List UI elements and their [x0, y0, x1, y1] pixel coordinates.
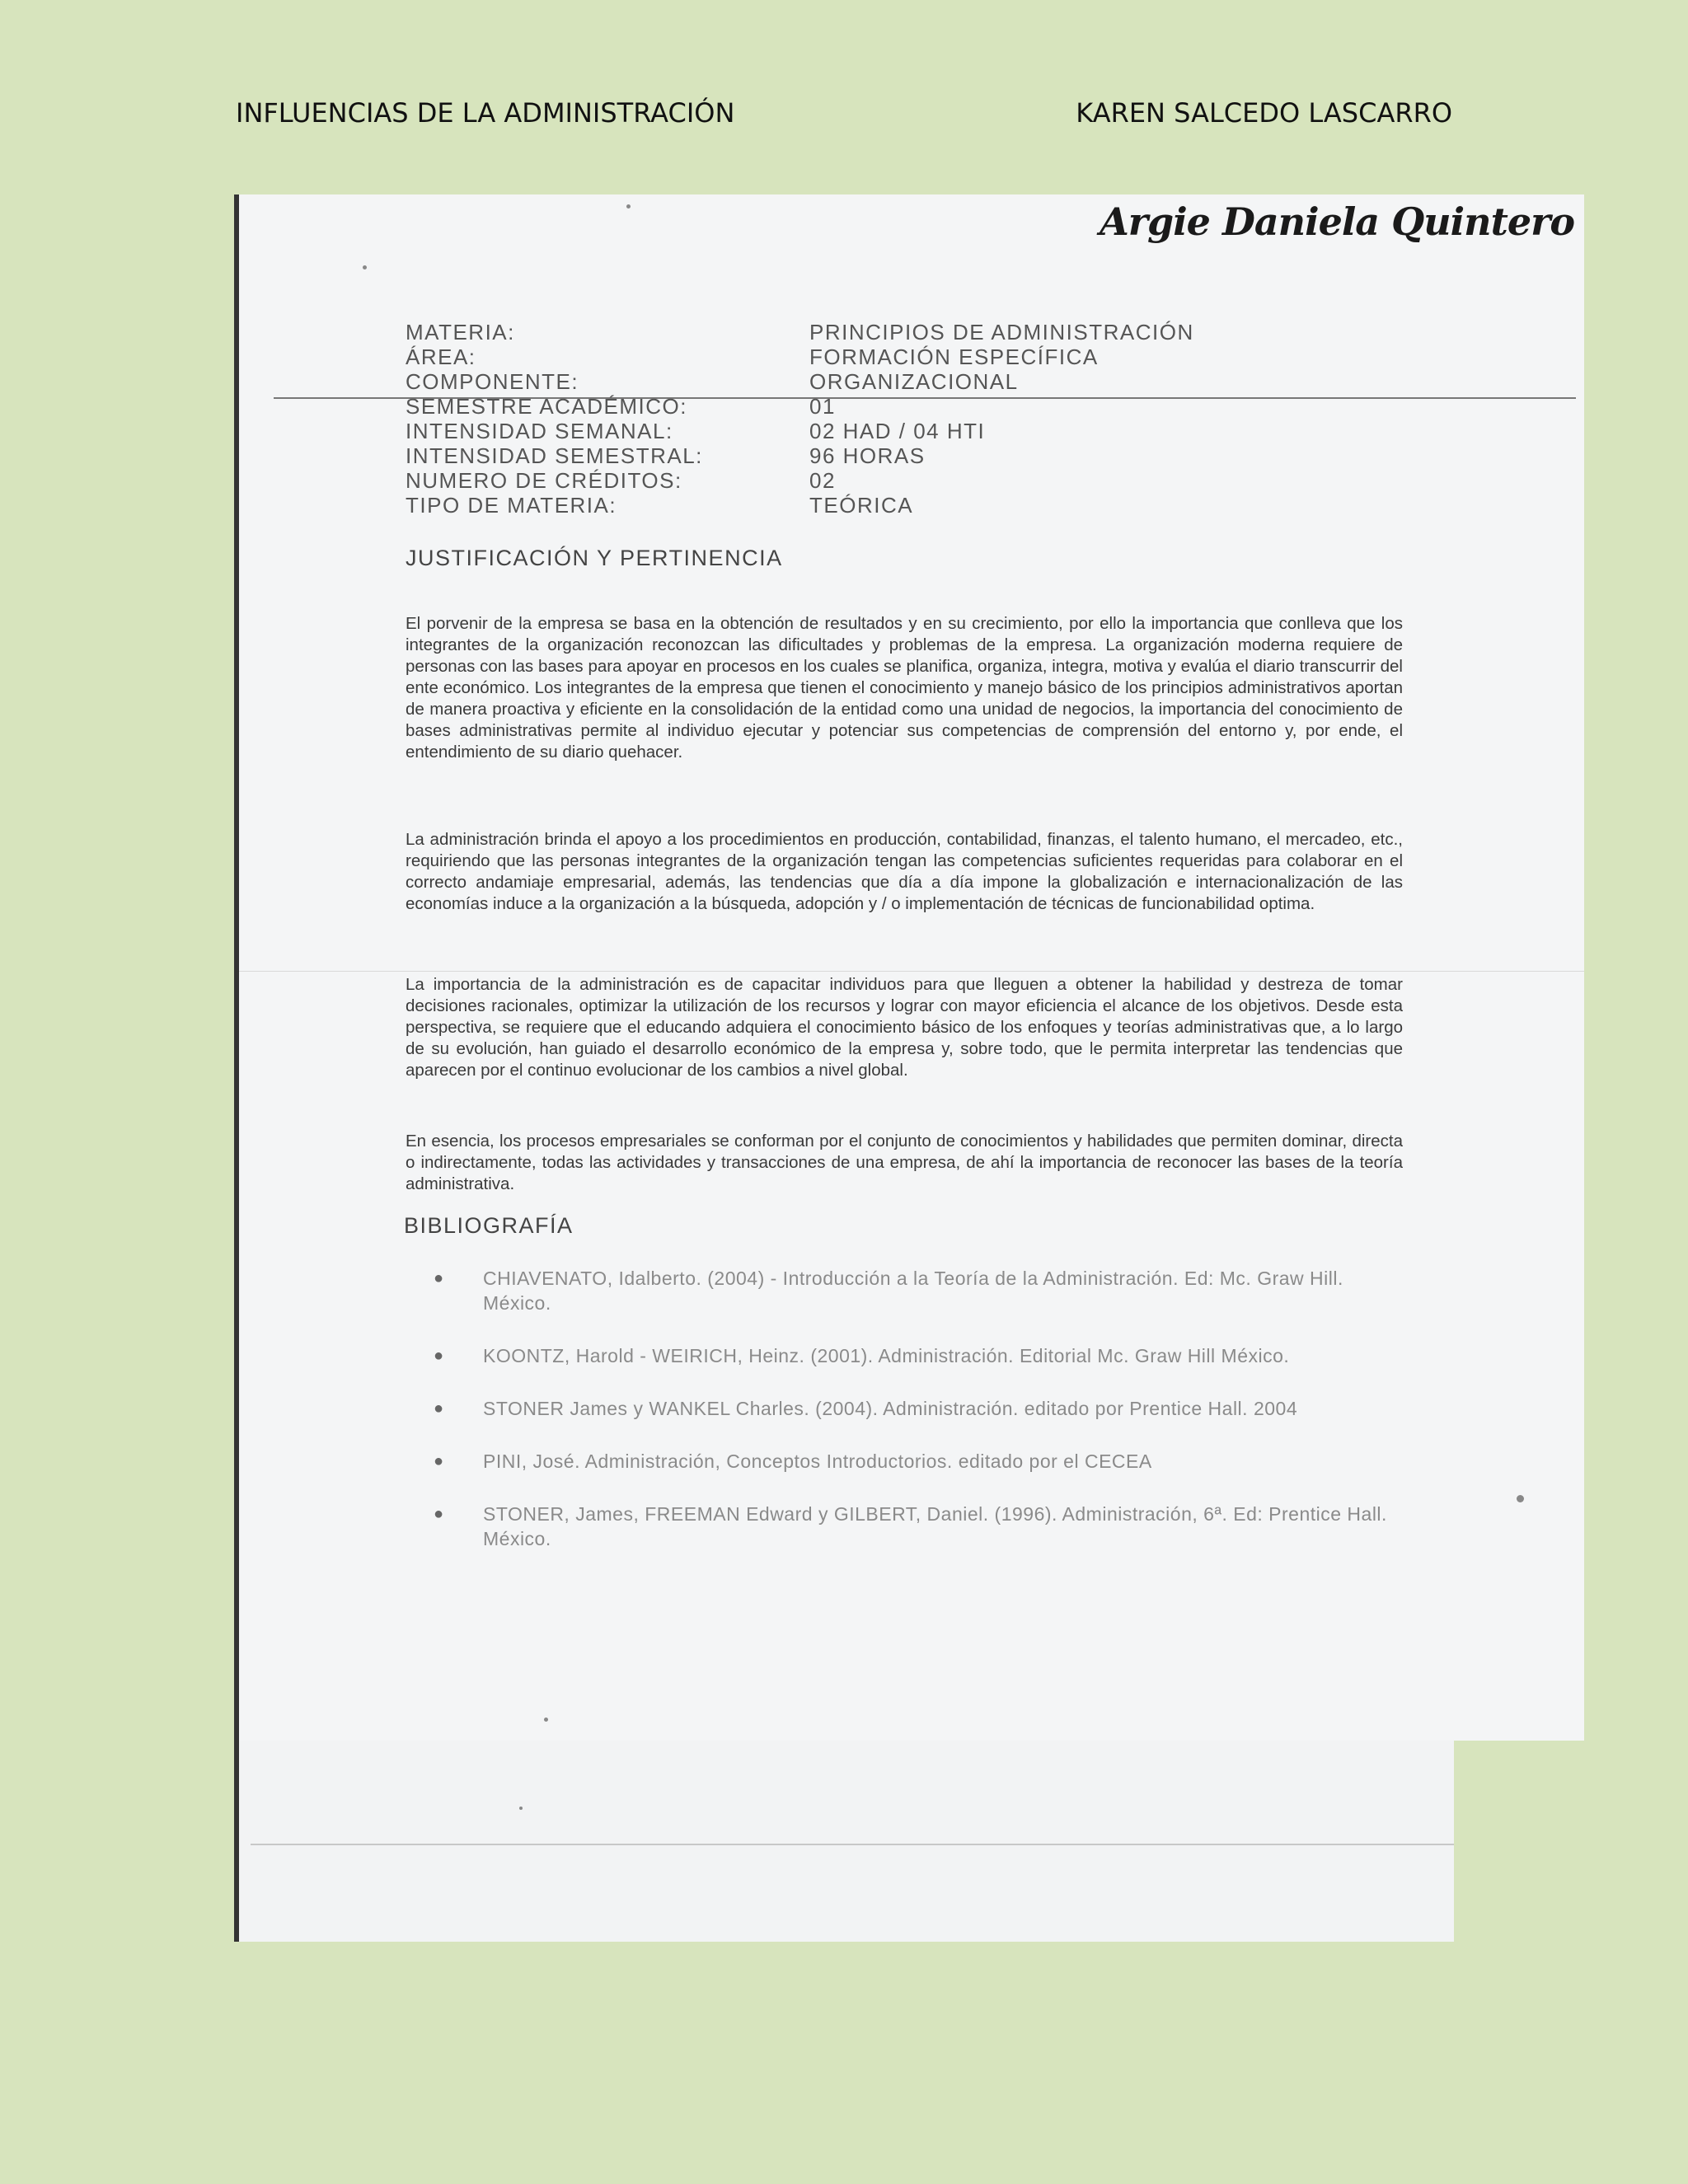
info-label: NUMERO DE CRÉDITOS: — [406, 468, 682, 493]
scan-speck — [363, 265, 367, 269]
bibliography-text: STONER James y WANKEL Charles. (2004). Administración. editado por Prentice Hall. 2004 — [483, 1398, 1298, 1419]
header-author: KAREN SALCEDO LASCARRO — [1076, 97, 1452, 129]
scan-speck — [626, 204, 631, 209]
info-label: ÁREA: — [406, 344, 476, 369]
info-value: ORGANIZACIONAL — [809, 369, 1019, 394]
info-label: MATERIA: — [406, 320, 515, 344]
scan-speck — [1517, 1495, 1524, 1502]
info-row — [406, 320, 1194, 344]
bibliography-item — [434, 1502, 1390, 1551]
paragraph: La administración brinda el apoyo a los procedimientos en producción, contabilidad, finanzas, el talento humano, el mercadeo, etc., requiriendo que las personas integrantes de la organización tengan las competencias suficientes requeridas para colaborar en el correcto andamiaje empresarial, además, las tendencias que día a día impone la globalización e internacionalización de las economías induce a la organización a la búsqueda, adopción y / o implementación de técnicas de funcionabilidad optima. — [406, 830, 1403, 913]
info-row — [406, 344, 1194, 369]
info-row — [406, 419, 1194, 443]
bibliography-text: STONER, James, FREEMAN Edward y GILBERT, Daniel. (1996). Administración, 6ª. Ed: Prentice Hall. México. — [483, 1503, 1387, 1549]
bibliography-text: PINI, José. Administración, Conceptos Introductorios. editado por el CECEA — [483, 1451, 1152, 1472]
scanned-document — [234, 194, 1584, 1741]
info-value: PRINCIPIOS DE ADMINISTRACIÓN — [809, 320, 1194, 344]
info-row — [406, 493, 1194, 518]
info-row — [406, 394, 1194, 419]
info-value: TEÓRICA — [809, 493, 914, 518]
section-title: JUSTIFICACIÓN Y PERTINENCIA — [406, 546, 783, 570]
bibliography-item — [434, 1343, 1390, 1368]
bibliography-text: CHIAVENATO, Idalberto. (2004) - Introducción a la Teoría de la Administración. Ed: Mc. Graw Hill. México. — [483, 1268, 1343, 1314]
info-value: 02 HAD / 04 HTI — [809, 419, 986, 443]
info-value: 01 — [809, 394, 836, 419]
bullet-icon: ● — [434, 1399, 444, 1418]
bullet-icon: ● — [434, 1269, 444, 1287]
info-row — [406, 468, 1194, 493]
info-row — [406, 369, 1194, 394]
paragraph: La importancia de la administración es de capacitar individuos para que lleguen a obtener la habilidad y destreza de tomar decisiones racionales, optimizar la utilización de los recursos y lograr con mayor eficiencia el alcance de los objetivos. Desde esta perspectiva, se requiere que el educando adquiera el conocimiento básico de los enfoques y teorías administrativas que, a lo largo de su evolución, han guiado el desarrollo económico de la empresa y, sobre todo, que le permita interpretar las tendencias que aparecen por el continuo evolucionar de los cambios a nivel global. — [406, 975, 1403, 1080]
bibliography-item — [434, 1396, 1390, 1421]
info-row — [406, 443, 1194, 468]
info-label: INTENSIDAD SEMANAL: — [406, 419, 673, 443]
info-value: 02 — [809, 468, 836, 493]
info-label: TIPO DE MATERIA: — [406, 493, 617, 518]
info-label: COMPONENTE: — [406, 369, 579, 394]
scan-speck — [544, 1718, 548, 1722]
paragraph: El porvenir de la empresa se basa en la obtención de resultados y en su crecimiento, por ello la importancia que conlleva que los integrantes de la organización reconozcan las dificultades y problemas de la empresa. La organización moderna requiere de personas con las bases para apoyar en procesos en los cuales se planifica, organiza, integra, motiva y evalúa el diario transcurrir del ente económico. Los integrantes de la empresa que tienen el conocimiento y manejo básico de los principios administrativos aportan de manera proactiva y eficiente en la consolidación de la entidad como una unidad de negocios, la importancia del conocimiento de bases administrativas permite al individuo ejecutar y potenciar sus competencias de comprensión del entorno y, por ende, el entendimiento de su diario quehacer. — [406, 614, 1403, 762]
bullet-icon: ● — [434, 1452, 444, 1470]
paper-fold — [251, 1844, 1454, 1845]
page-header — [236, 97, 1452, 129]
bibliography-item — [434, 1449, 1390, 1474]
header-title: INFLUENCIAS DE LA ADMINISTRACIÓN — [236, 97, 735, 129]
paragraph: En esencia, los procesos empresariales se conforman por el conjunto de conocimientos y habilidades que permiten dominar, directa o indirectamente, todas las actividades y transacciones de una empresa, de ahí la importancia de reconocer las bases de la teoría administrativa. — [406, 1132, 1403, 1193]
info-value: 96 HORAS — [809, 443, 926, 468]
bibliography-list — [434, 1266, 1390, 1579]
info-label: INTENSIDAD SEMESTRAL: — [406, 443, 703, 468]
bibliography-item — [434, 1266, 1390, 1315]
scan-speck — [519, 1807, 523, 1810]
bullet-icon: ● — [434, 1505, 444, 1523]
handwritten-signature: Argie Daniela Quintero — [1100, 199, 1574, 244]
info-label: SEMESTRE ACADÉMICO: — [406, 394, 687, 419]
scanned-document-bottom — [234, 1741, 1454, 1942]
info-value: FORMACIÓN ESPECÍFICA — [809, 344, 1099, 369]
course-info — [406, 320, 1194, 518]
paper-fold — [239, 971, 1584, 972]
bibliography-text: KOONTZ, Harold - WEIRICH, Heinz. (2001). Administración. Editorial Mc. Graw Hill México. — [483, 1345, 1290, 1366]
bibliography-title: BIBLIOGRAFÍA — [404, 1213, 574, 1238]
bullet-icon: ● — [434, 1347, 444, 1365]
